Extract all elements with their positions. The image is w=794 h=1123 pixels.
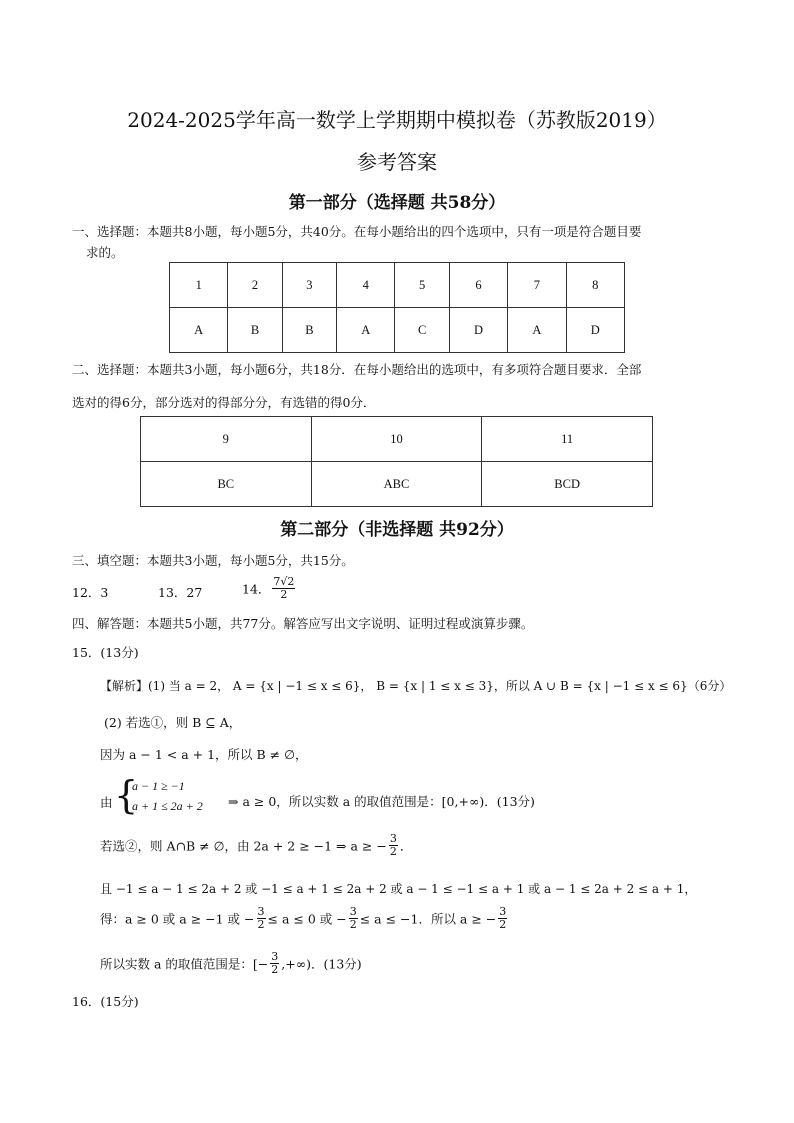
fraction-numerator: 3 (499, 905, 507, 918)
fill-answer-13: 13．27 (158, 585, 203, 600)
table-cell: 6 (449, 263, 507, 308)
fraction (498, 906, 507, 931)
table-cell: D (566, 308, 624, 353)
fill-answer-14-label: 14． (242, 581, 271, 597)
section4-instructions: 四、解答题：本题共5小题，共77分。解答应写出文字说明、证明过程或演算步骤。 (72, 616, 534, 631)
fraction-numerator: 3 (389, 832, 397, 845)
fraction (389, 833, 398, 858)
section1-instructions-line1: 一、选择题：本题共8小题，每小题5分，共40分。在每小题给出的四个选项中，只有一项是符合题目要 (72, 224, 642, 239)
table-cell: BC (141, 462, 312, 507)
fraction-denominator: 2 (499, 918, 507, 931)
q15-option2-cases: 且 −1 ≤ a − 1 ≤ 2a + 2 或 −1 ≤ a + 1 ≤ 2a + 2 或 a − 1 ≤ −1 ≤ a + 1 或 a − 1 ≤ 2a + 2 ≤ a + 1， (100, 882, 697, 896)
table-cell: BCD (482, 462, 653, 507)
fill-answer-12: 12．3 (72, 585, 109, 600)
q15-final-range (100, 951, 362, 976)
result-text: ≤ a ≤ −1．所以 a ≥ − (359, 911, 497, 927)
table-cell: 9 (141, 417, 312, 462)
answer-table-2-header-row (141, 417, 653, 462)
range-text: 所以实数 a 的取值范围是：[− (100, 956, 269, 972)
fraction (270, 951, 279, 976)
table-cell: 10 (311, 417, 482, 462)
q15-option2-result (100, 906, 509, 931)
table-cell: ABC (311, 462, 482, 507)
part2-title: 第二部分（非选择题 共92分） (280, 520, 514, 540)
table-cell: A (337, 308, 395, 353)
system-inequality-1: a − 1 ≥ −1 (132, 779, 185, 793)
table-cell: 3 (282, 263, 336, 308)
q15-option1-step1: 因为 a − 1 < a + 1，所以 B ≠ ∅， (100, 747, 308, 762)
table-cell: 5 (395, 263, 449, 308)
table-cell: C (395, 308, 449, 353)
page-subtitle: 参考答案 (357, 150, 437, 174)
table-cell: B (228, 308, 282, 353)
fraction (272, 576, 295, 601)
answer-table-2-answer-row (141, 462, 653, 507)
fraction-numerator: 3 (349, 905, 357, 918)
question-16-header: 16．(15分) (72, 994, 139, 1009)
left-brace-icon: { (114, 773, 139, 817)
fill-answer-14 (242, 576, 297, 601)
system-prefix: 由 (100, 795, 113, 810)
option2-text-end: ． (399, 838, 413, 854)
answer-table-1 (169, 262, 625, 353)
page-title: 2024-2025学年高一数学上学期期中模拟卷（苏教版2019） (127, 108, 667, 132)
table-cell: D (449, 308, 507, 353)
section3-instructions: 三、填空题：本题共3小题，每小题5分，共15分。 (72, 553, 354, 568)
fraction (349, 906, 358, 931)
table-cell: B (282, 308, 336, 353)
table-cell: 11 (482, 417, 653, 462)
answer-table-2 (140, 416, 653, 507)
range-text-end: ,+∞)．(13分) (281, 956, 362, 972)
fraction-denominator: 2 (349, 918, 357, 931)
table-cell: A (170, 308, 228, 353)
table-cell: 1 (170, 263, 228, 308)
fraction-denominator: 2 (280, 588, 288, 601)
answer-table-1-header-row (170, 263, 625, 308)
fraction-denominator: 2 (389, 845, 397, 858)
table-cell: A (508, 308, 566, 353)
fraction-numerator: 3 (257, 905, 265, 918)
fraction-denominator: 2 (257, 918, 265, 931)
table-cell: 4 (337, 263, 395, 308)
answer-table-1-answer-row (170, 308, 625, 353)
system-inequality-2: a + 1 ≤ 2a + 2 (132, 799, 203, 813)
section2-instructions-line2: 选对的得6分，部分选对的得部分分，有选错的得0分． (72, 395, 376, 410)
fraction-denominator: 2 (271, 963, 279, 976)
question-15-header: 15．(13分) (72, 645, 139, 660)
section2-instructions-line1: 二、选择题：本题共3小题，每小题6分，共18分．在每小题给出的选项中，有多项符合题目要求．全部 (72, 362, 642, 377)
fraction-numerator: 3 (271, 950, 279, 963)
result-text: 得：a ≥ 0 或 a ≥ −1 或 − (100, 911, 255, 927)
result-text: ≤ a ≤ 0 或 − (267, 911, 347, 927)
part1-title: 第一部分（选择题 共58分） (288, 193, 506, 213)
section1-instructions-line2: 求的。 (86, 245, 124, 260)
table-cell: 7 (508, 263, 566, 308)
table-cell: 8 (566, 263, 624, 308)
fraction-numerator: 7√2 (273, 575, 295, 588)
q15-option1-intro: (2) 若选①，则 B ⊆ A， (104, 715, 242, 730)
system-conclusion: ⇒ a ≥ 0，所以实数 a 的取值范围是：[0,+∞)．(13分) (228, 794, 535, 809)
option2-text: 若选②，则 A∩B ≠ ∅，由 2a + 2 ≥ −1 ⇒ a ≥ − (100, 838, 387, 854)
q15-solution-part1: 【解析】(1) 当 a = 2， A = {x | −1 ≤ x ≤ 6}， B = {x | 1 ≤ x ≤ 3}，所以 A ∪ B = {x | −1 ≤ x ≤ 6}（6分） (100, 679, 732, 693)
q15-option2-intro (100, 833, 412, 858)
fraction (257, 906, 266, 931)
table-cell: 2 (228, 263, 282, 308)
